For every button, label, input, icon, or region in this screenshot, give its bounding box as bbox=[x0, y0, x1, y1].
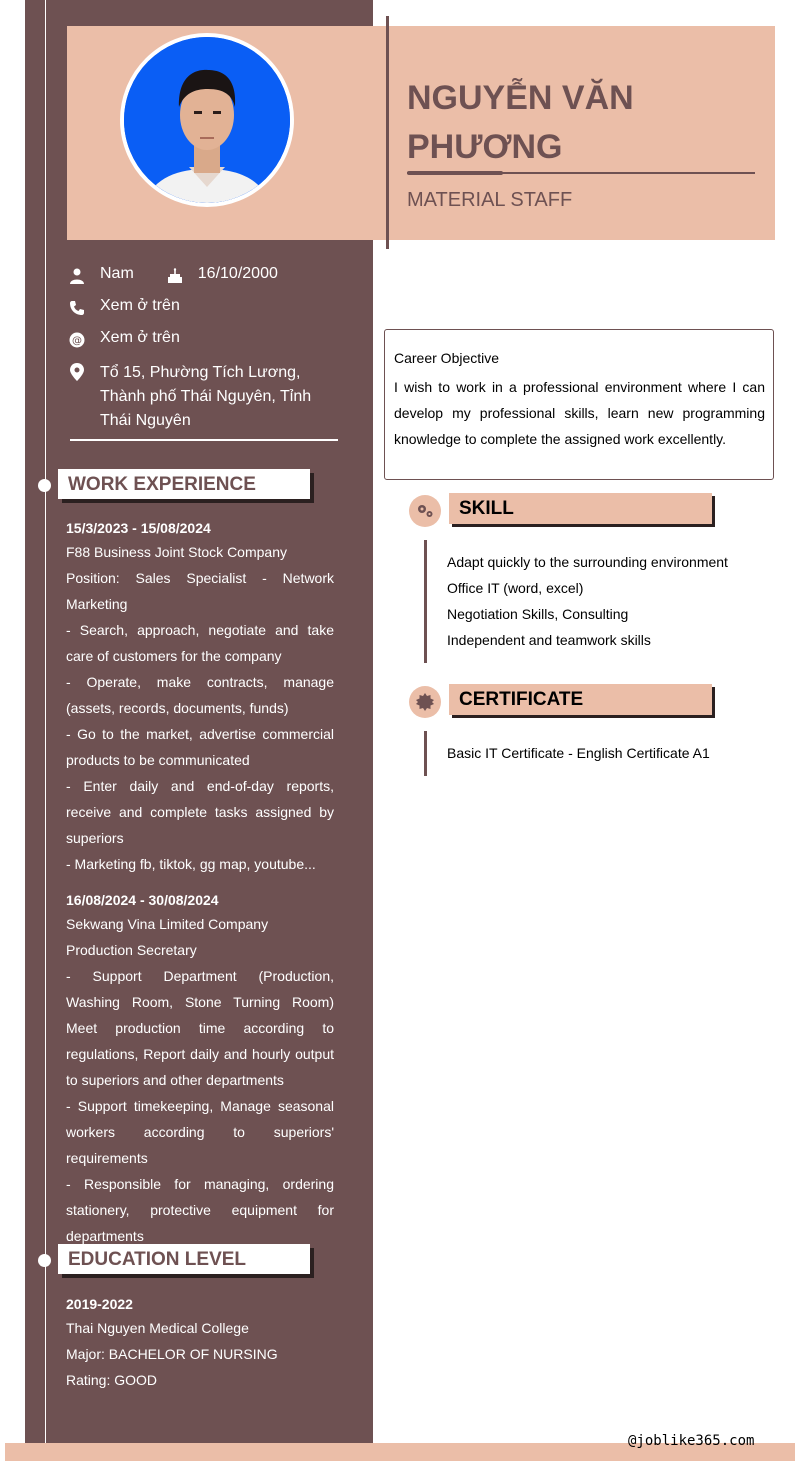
certificate-heading: CERTIFICATE bbox=[449, 684, 712, 715]
certificate-item: Basic IT Certificate - English Certificate A1 bbox=[447, 745, 710, 761]
header-divider bbox=[386, 16, 389, 249]
address-value: Tổ 15, Phường Tích Lương, Thành phố Thái Nguyên, Tỉnh Thái Nguyên bbox=[100, 364, 312, 429]
skill-item: Negotiation Skills, Consulting bbox=[447, 606, 629, 622]
work-experience-list bbox=[66, 517, 334, 1249]
phone-value: Xem ở trên bbox=[100, 297, 180, 314]
portrait-illustration bbox=[124, 37, 290, 203]
education-major: Major: BACHELOR OF NURSING bbox=[66, 1346, 278, 1362]
job-line: - Operate, make contracts, manage (assets, records, documents, funds) bbox=[66, 674, 334, 716]
job-line: - Responsible for managing, ordering stationery, protective equipment for departments bbox=[66, 1176, 334, 1244]
education-entry bbox=[66, 1293, 334, 1393]
job-date: 16/08/2024 - 30/08/2024 bbox=[66, 892, 219, 908]
skill-item: Office IT (word, excel) bbox=[447, 580, 584, 596]
job-line: - Go to the market, advertise commercial products to be communicated bbox=[66, 726, 334, 768]
timeline-dot bbox=[38, 479, 51, 492]
badge-icon bbox=[409, 686, 441, 718]
job-company: Sekwang Vina Limited Company bbox=[66, 916, 269, 932]
job-company: F88 Business Joint Stock Company bbox=[66, 544, 287, 560]
address-row bbox=[66, 361, 346, 433]
job-line: - Search, approach, negotiate and take care of customers for the company bbox=[66, 622, 334, 664]
phone-icon bbox=[66, 297, 88, 319]
certificate-bar bbox=[424, 731, 427, 776]
skill-item: Adapt quickly to the surrounding environment bbox=[447, 554, 728, 570]
info-divider bbox=[70, 439, 338, 441]
location-pin-icon bbox=[66, 361, 88, 383]
svg-text:@: @ bbox=[72, 335, 82, 347]
email-row bbox=[66, 329, 180, 351]
gears-icon bbox=[409, 495, 441, 527]
job-date: 15/3/2023 - 15/08/2024 bbox=[66, 520, 211, 536]
career-objective-title: Career Objective bbox=[394, 350, 500, 366]
education-heading: EDUCATION LEVEL bbox=[58, 1244, 310, 1274]
at-sign-icon bbox=[66, 329, 88, 351]
skill-item: Independent and teamwork skills bbox=[447, 632, 651, 648]
watermark: @joblike365.com bbox=[628, 1433, 755, 1449]
gender-value: Nam bbox=[100, 265, 134, 282]
job-line: Position: Sales Specialist - Network Marketing bbox=[66, 570, 334, 612]
job-entry bbox=[66, 517, 334, 877]
job-line: - Marketing fb, tiktok, gg map, youtube... bbox=[66, 856, 316, 872]
job-line: - Support Department (Production, Washing Room, Stone Turning Room) Meet production time according to regulations, Report daily and hourly output to superiors and other departments bbox=[66, 968, 334, 1088]
timeline-dot bbox=[38, 1254, 51, 1267]
profile-photo bbox=[120, 33, 294, 207]
education-school: Thai Nguyen Medical College bbox=[66, 1320, 249, 1336]
job-line: - Support timekeeping, Manage seasonal workers according to superiors' requirements bbox=[66, 1098, 334, 1166]
birthday-value: 16/10/2000 bbox=[197, 265, 278, 282]
birthday-cake-icon bbox=[164, 265, 186, 287]
skill-bar bbox=[424, 540, 427, 663]
name-underline-accent bbox=[407, 171, 503, 175]
job-spacer bbox=[66, 877, 334, 889]
education-date: 2019-2022 bbox=[66, 1296, 133, 1312]
job-title: MATERIAL STAFF bbox=[407, 189, 573, 211]
email-value: Xem ở trên bbox=[100, 329, 180, 346]
work-experience-heading: WORK EXPERIENCE bbox=[58, 469, 310, 499]
timeline-line bbox=[45, 0, 46, 1461]
career-objective-text: I wish to work in a professional environment where I can develop my professional skills, learn new programming knowledge to complete the assigned work excellently. bbox=[394, 379, 765, 447]
phone-row bbox=[66, 297, 180, 319]
gender-row bbox=[66, 265, 278, 287]
job-line: Production Secretary bbox=[66, 942, 197, 958]
skill-heading: SKILL bbox=[449, 493, 712, 524]
candidate-name: NGUYỄN VĂN PHƯƠNG bbox=[407, 79, 634, 166]
person-icon bbox=[66, 265, 88, 287]
education-rating: Rating: GOOD bbox=[66, 1372, 158, 1388]
job-line: - Enter daily and end-of-day reports, receive and complete tasks assigned by superiors bbox=[66, 778, 334, 846]
job-entry bbox=[66, 889, 334, 1249]
